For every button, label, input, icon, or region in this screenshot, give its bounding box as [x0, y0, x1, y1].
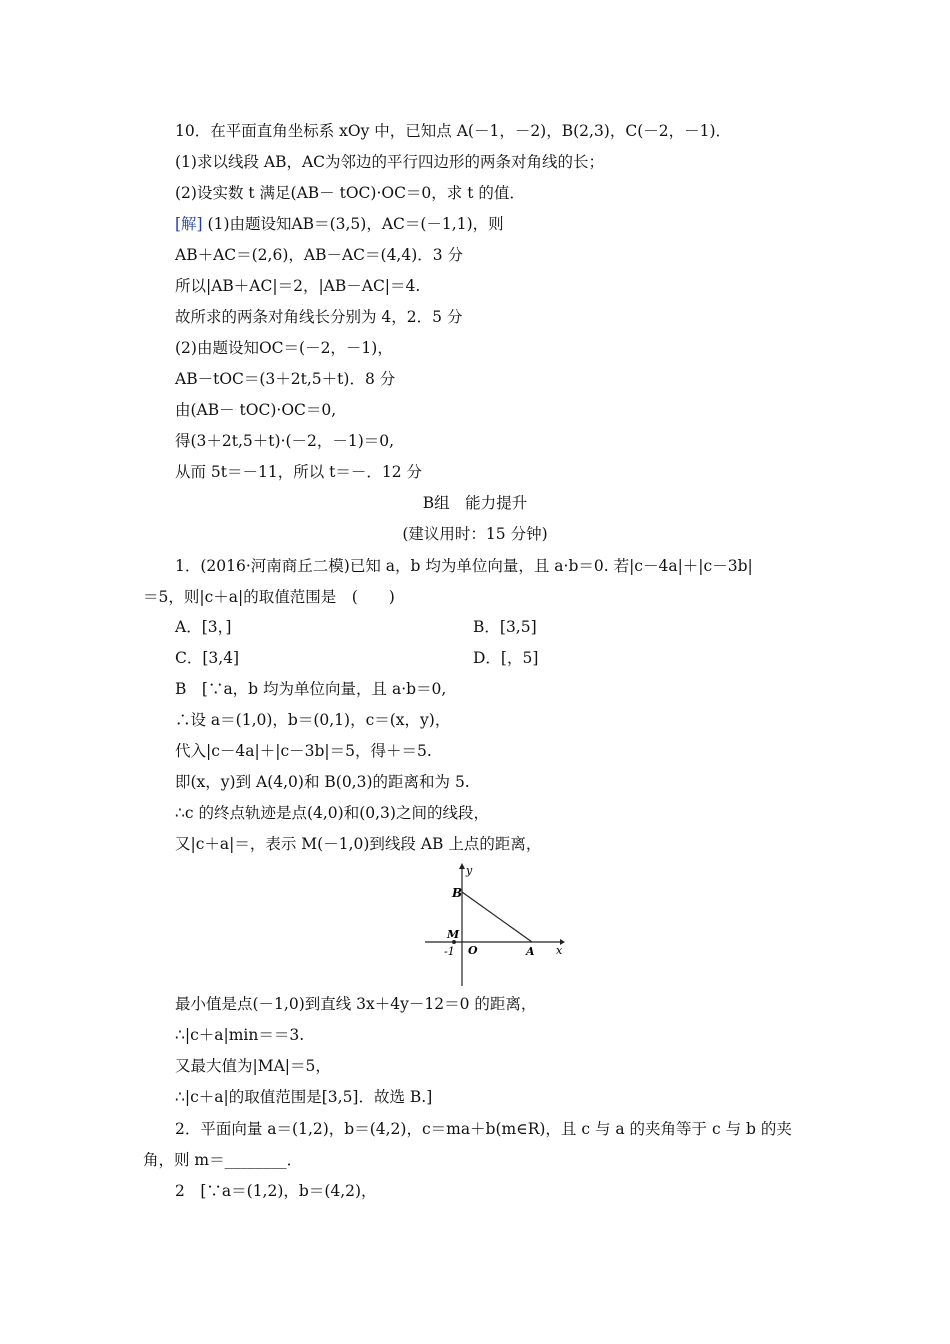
solution-line-1-text: (1)由题设知AB＝(3,5)，AC＝(－1,1)，则: [202, 215, 504, 233]
q1-solution-line-2: ∴设 a＝(1,0)，b＝(0,1)，c＝(x，y)，: [175, 711, 451, 729]
solution-line-6: AB－tOC＝(3＋2t,5＋t)．8 分: [175, 370, 396, 388]
coordinate-figure: [420, 858, 565, 988]
x-axis-label: x: [556, 944, 563, 957]
problem-10-statement: 10．在平面直角坐标系 xOy 中，已知点 A(－1，－2)，B(2,3)，C(－2，－1)．: [175, 122, 732, 140]
problem-10-part-1: (1)求以线段 AB，AC为邻边的平行四边形的两条对角线的长；: [175, 153, 605, 171]
q1-solution-line-5: ∴c 的终点轨迹是点(4,0)和(0,3)之间的线段，: [175, 804, 489, 822]
point-a-label: A: [526, 945, 535, 958]
solution-line-7: 由(AB－ tOC)·OC＝0,: [175, 401, 337, 419]
q1-solution-line-1: B [∵a，b 均为单位向量，且 a·b＝0,: [175, 680, 447, 698]
section-time: (建议用时：15 分钟): [402, 525, 548, 543]
y-axis-arrow: [459, 863, 465, 869]
solution-line-5: (2)由题设知OC＝(－2，－1)，: [175, 339, 393, 357]
q1-solution-line-4: 即(x，y)到 A(4,0)和 B(0,3)的距离和为 5.: [175, 773, 470, 791]
q1-solution-line-8: ∴|c＋a|min＝＝3.: [175, 1026, 305, 1044]
question-2-line-1: 2．平面向量 a＝(1,2)，b＝(4,2)，c＝ma＋b(m∈R)，且 c 与 a 的夹角等于 c 与 b 的夹: [175, 1120, 792, 1138]
neg-one-label: -1: [444, 945, 455, 958]
segment-ab: [462, 892, 532, 942]
solution-line-8: 得(3＋2t,5＋t)·(－2，－1)＝0,: [175, 432, 395, 450]
option-c: C．[3,4]: [175, 649, 240, 667]
section-heading: B组 能力提升: [422, 494, 528, 512]
solution-line-4: 故所求的两条对角线长分别为 4，2．5 分: [175, 308, 463, 326]
question-1-line-2: ＝5，则|c＋a|的取值范围是 ( ): [143, 588, 395, 606]
question-2-line-2: 角，则 m＝________．: [143, 1151, 303, 1169]
solution-line-2: AB＋AC＝(2,6)，AB－AC＝(4,4)．3 分: [175, 246, 464, 264]
option-a: A．[3，]: [175, 618, 232, 636]
origin-label: O: [468, 944, 478, 957]
option-d: D．[，5]: [473, 649, 539, 667]
point-m-label: M: [447, 928, 460, 941]
solution-line-3: 所以|AB＋AC|＝2，|AB－AC|＝4.: [175, 277, 421, 295]
q1-solution-line-6: 又|c＋a|＝，表示 M(－1,0)到线段 AB 上点的距离，: [175, 835, 542, 853]
q1-solution-line-7: 最小值是点(－1,0)到直线 3x＋4y－12＝0 的距离，: [175, 995, 537, 1013]
solution-line-9: 从而 5t＝－11，所以 t＝－．12 分: [175, 463, 423, 481]
problem-10-part-2: (2)设实数 t 满足(AB－ tOC)·OC＝0，求 t 的值．: [175, 184, 525, 202]
question-1-line-1: 1．(2016·河南商丘二模)已知 a，b 均为单位向量，且 a·b＝0. 若|c－4a|＋|c－3b|: [175, 557, 753, 575]
q2-solution-line-1: 2 [∵a＝(1,2)，b＝(4,2)，: [175, 1182, 377, 1200]
y-axis-label: y: [466, 864, 473, 877]
point-b-label: B: [452, 886, 463, 900]
solution-tag: [解]: [175, 215, 203, 233]
q1-solution-line-9: 又最大值为|MA|＝5，: [175, 1057, 331, 1075]
solution-line-1: [175, 214, 504, 234]
option-b: B．[3,5]: [473, 618, 537, 636]
q1-solution-line-10: ∴|c＋a|的取值范围是[3,5]．故选 B.]: [175, 1088, 433, 1106]
q1-solution-line-3: 代入|c－4a|＋|c－3b|＝5，得＋＝5.: [175, 742, 432, 760]
